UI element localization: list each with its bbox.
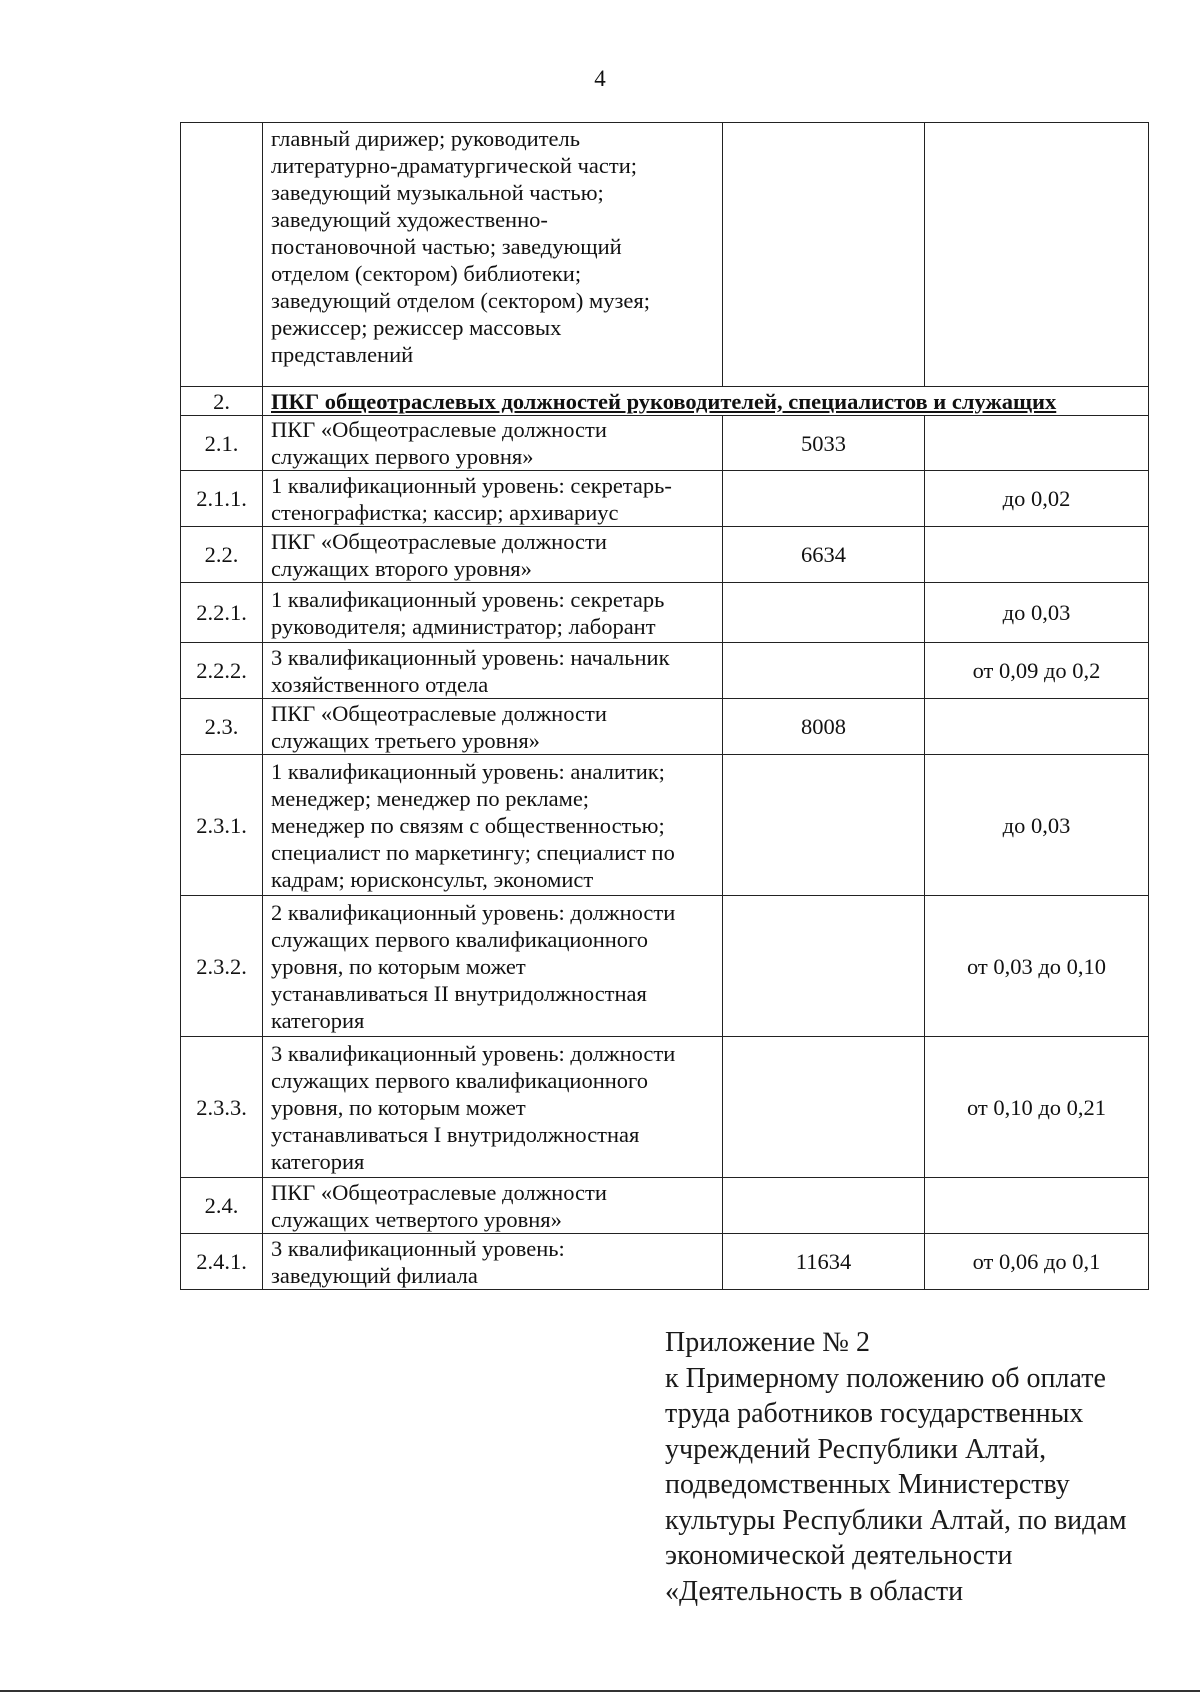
name-line: литературно-драматургической части; — [271, 153, 638, 178]
base-salary — [723, 1178, 925, 1234]
base-salary — [723, 643, 925, 699]
table-row — [181, 755, 1149, 896]
row-number: 2.3.1. — [181, 755, 263, 896]
name-line: хозяйственного отдела — [271, 671, 489, 697]
name-line: уровня, по которым может — [271, 1094, 526, 1120]
base-salary: 5033 — [723, 416, 925, 471]
name-line: 3 квалификационный уровень: — [271, 1235, 565, 1261]
appendix-line: экономической деятельности — [665, 1540, 1013, 1571]
position-name — [263, 1178, 723, 1234]
name-line: заведующий филиала — [271, 1262, 478, 1288]
row-number: 2.2. — [181, 527, 263, 583]
name-line: 1 квалификационный уровень: секретарь — [271, 586, 665, 612]
increase-coefficient: до 0,02 — [925, 471, 1149, 527]
increase-coefficient: от 0,03 до 0,10 — [925, 896, 1149, 1037]
name-line: 1 квалификационный уровень: аналитик; — [271, 758, 665, 784]
name-line: постановочной частью; заведующий — [271, 234, 622, 259]
appendix-line: подведомственных Министерству — [665, 1469, 1070, 1500]
appendix-line: учреждений Республики Алтай, — [665, 1433, 1047, 1465]
name-line: 1 квалификационный уровень: секретарь- — [271, 472, 672, 498]
name-line: ПКГ «Общеотраслевые должности — [271, 1179, 607, 1205]
name-line: служащих четвертого уровня» — [271, 1206, 562, 1232]
row-number — [181, 123, 263, 387]
name-line: служащих первого квалификационного — [271, 926, 648, 952]
position-name — [263, 1234, 723, 1290]
name-line: служащих третьего уровня» — [271, 727, 540, 753]
increase-coefficient: до 0,03 — [925, 583, 1149, 643]
position-name — [263, 527, 723, 583]
base-salary — [723, 1037, 925, 1178]
name-line: служащих первого квалификационного — [271, 1067, 648, 1093]
name-line: ПКГ «Общеотраслевые должности — [271, 528, 607, 554]
position-names — [263, 123, 723, 387]
position-name — [263, 1037, 723, 1178]
name-line: заведующий музыкальной частью; — [271, 180, 604, 205]
name-line: устанавливаться I внутридолжностная — [271, 1121, 640, 1147]
position-name — [263, 471, 723, 527]
appendix-line: Приложение № 2 — [665, 1327, 870, 1358]
name-line: 3 квалификационный уровень: начальник — [271, 644, 670, 670]
appendix-line: «Деятельность в области — [665, 1575, 964, 1607]
salary-table — [180, 122, 1149, 1290]
base-salary: 8008 — [723, 699, 925, 755]
page-bottom-rule — [0, 1690, 1200, 1692]
increase-coefficient — [925, 1178, 1149, 1234]
name-line: 2 квалификационный уровень: должности — [271, 899, 676, 925]
name-line: категория — [271, 1007, 365, 1033]
name-line: стенографистка; кассир; архивариус — [271, 499, 619, 525]
increase-coefficient: до 0,03 — [925, 755, 1149, 896]
row-number: 2.3.3. — [181, 1037, 263, 1178]
row-number: 2.3. — [181, 699, 263, 755]
row-number: 2.1.1. — [181, 471, 263, 527]
appendix-line: труда работников государственных — [665, 1398, 1084, 1429]
name-line: специалист по маркетингу; специалист по — [271, 839, 675, 865]
increase-coefficient: от 0,10 до 0,21 — [925, 1037, 1149, 1178]
increase-coefficient — [925, 527, 1149, 583]
table-row — [181, 1178, 1149, 1234]
appendix-line: культуры Республики Алтай, по видам — [665, 1504, 1127, 1536]
table-row — [181, 896, 1149, 1037]
increase-coefficient — [925, 699, 1149, 755]
increase-coefficient — [925, 123, 1149, 387]
position-name — [263, 699, 723, 755]
name-line: ПКГ «Общеотраслевые должности — [271, 700, 607, 726]
table-row-continuation — [181, 123, 1149, 387]
row-number: 2.3.2. — [181, 896, 263, 1037]
section-title: ПКГ общеотраслевых должностей руководителей, специалистов и служащих — [263, 387, 1149, 416]
table-row — [181, 583, 1149, 643]
name-line: служащих первого уровня» — [271, 444, 534, 469]
name-line: кадрам; юрисконсульт, экономист — [271, 866, 594, 892]
base-salary — [723, 471, 925, 527]
name-line: категория — [271, 1148, 365, 1174]
name-line: заведующий отделом (сектором) музея; — [271, 288, 650, 313]
increase-coefficient — [925, 416, 1149, 471]
table-row — [181, 471, 1149, 527]
row-number: 2.1. — [181, 416, 263, 471]
row-number: 2.4.1. — [181, 1234, 263, 1290]
name-line: режиссер; режиссер массовых — [271, 315, 562, 340]
section-row — [181, 387, 1149, 416]
name-line: главный дирижер; руководитель — [271, 126, 581, 151]
row-number: 2.2.2. — [181, 643, 263, 699]
row-number: 2.2.1. — [181, 583, 263, 643]
base-salary — [723, 896, 925, 1037]
table-row — [181, 1037, 1149, 1178]
appendix-line: к Примерному положению об оплате — [665, 1362, 1106, 1394]
section-number: 2. — [181, 387, 263, 416]
base-salary — [723, 123, 925, 387]
name-line: представлений — [271, 342, 414, 367]
name-line: 3 квалификационный уровень: должности — [271, 1040, 676, 1066]
base-salary — [723, 755, 925, 896]
base-salary — [723, 583, 925, 643]
position-name — [263, 755, 723, 896]
position-name — [263, 583, 723, 643]
position-name — [263, 643, 723, 699]
name-line: менеджер; менеджер по рекламе; — [271, 785, 590, 811]
table-row — [181, 699, 1149, 755]
position-name — [263, 896, 723, 1037]
increase-coefficient: от 0,06 до 0,1 — [925, 1234, 1149, 1290]
table-row — [181, 527, 1149, 583]
name-line: устанавливаться II внутридолжностная — [271, 980, 647, 1006]
name-line: служащих второго уровня» — [271, 555, 532, 581]
name-line: менеджер по связям с общественностью; — [271, 812, 665, 838]
name-line: отделом (сектором) библиотеки; — [271, 261, 582, 286]
name-line: руководителя; администратор; лаборант — [271, 613, 656, 639]
table-row — [181, 1234, 1149, 1290]
base-salary: 6634 — [723, 527, 925, 583]
increase-coefficient: от 0,09 до 0,2 — [925, 643, 1149, 699]
name-line: заведующий художественно- — [271, 207, 548, 232]
position-name — [263, 416, 723, 471]
appendix-heading — [665, 1325, 1185, 1609]
page-number: 4 — [594, 66, 606, 91]
name-line: ПКГ «Общеотраслевые должности — [271, 417, 607, 442]
row-number: 2.4. — [181, 1178, 263, 1234]
table-row — [181, 416, 1149, 471]
table-row — [181, 643, 1149, 699]
base-salary: 11634 — [723, 1234, 925, 1290]
name-line: уровня, по которым может — [271, 953, 526, 979]
